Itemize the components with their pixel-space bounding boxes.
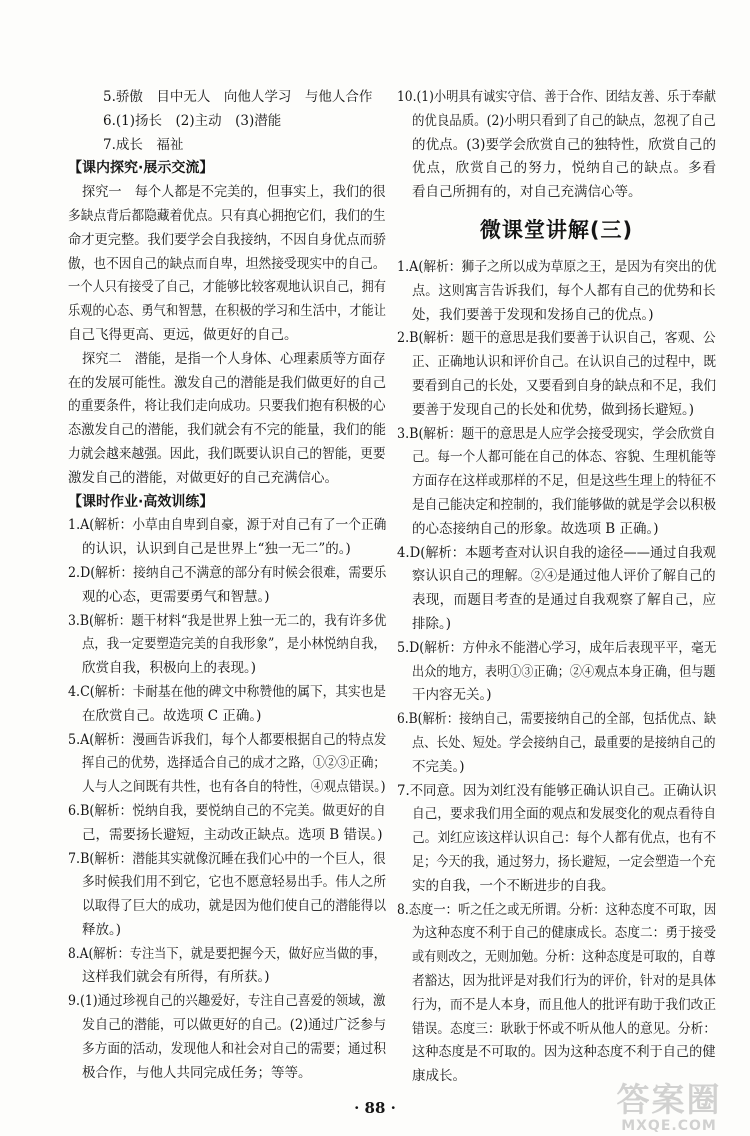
answer-item [397, 86, 716, 205]
text-line: 6.B(解析：接纳自己，需要接纳自己的全部，包括优点、缺 [397, 711, 717, 728]
watermark-logo-text: 答案圈 [616, 1080, 722, 1119]
text-line: 点。这则寓言告诉我们，每个人都有自己的优势和长 [412, 282, 716, 299]
text-line: 人与人之间既有共性，也有各自的特性，④观点错误。) [82, 779, 386, 796]
text-line: 欣赏自我，积极向上的表现。) [82, 660, 257, 677]
text-line: 力就会越来越强。因此，我们既要认识自己的智能，更要 [68, 445, 386, 462]
text-line: 1.A(解析：狮子之所以成为草原之王，是因为有突出的优 [397, 259, 717, 276]
text-line: 7.不同意。因为刘红没有能够正确认识自己。正确认识 [397, 782, 717, 799]
answer-item [68, 990, 386, 1085]
text-line: 这样我们就会有所得，有所获。) [82, 969, 270, 986]
text-line: 干内容无关。) [412, 687, 492, 704]
answer-item [68, 681, 386, 729]
text-line: 己。每一个人都可能在自己的体态、容貌、生理机能等 [412, 449, 717, 466]
text-line: 极合作，与他人共同完成任务；等等。 [82, 1064, 312, 1081]
text-line: 己。刘红应该这样认识自己：每个人都有优点，也有不 [412, 830, 717, 847]
text-line: 1.A(解析：小草由自卑到自豪，源于对自己有了一个正确 [68, 517, 387, 534]
left-column [68, 86, 386, 1085]
text-line: 为这种态度不利于自己的健康成长。态度二：勇于接受 [412, 925, 717, 942]
watermark-site-text: MXQE.COM [621, 1118, 717, 1134]
text-line: 行为，而不是人本身，而且他人的批评有助于我们改正 [412, 996, 717, 1013]
text-line: 6.B(解析：悦纳自我，要悦纳自己的不完美。做更好的自 [68, 802, 386, 819]
answer-item [397, 899, 716, 1089]
answer-item [68, 943, 386, 991]
text-line: 的认识，认识到自己是世界上“独一无二”的。) [82, 541, 351, 558]
section-heading: 【课时作业·高效训练】 [68, 493, 214, 510]
lesson-title: 微课堂讲解(三) [479, 217, 634, 242]
text-line: 乐观的心态、勇气和智慧，在积极的学习和生活中，才能让 [68, 303, 387, 320]
text-line: 激发自己的潜能，对做更好的自己充满信心。 [68, 469, 338, 486]
text-line: 在的发展可能性。激发自己的潜能是我们做更好的自己 [68, 374, 387, 391]
text-line: 命才更完整。我们要学会自我接纳，不因自身优点而骄 [68, 231, 387, 248]
text-line: 2.D(解析：接纳自己不满意的部分有时候会很难，需要乐 [68, 564, 387, 581]
text-line: 多方面的活动，发现他人和社会对自己的需要；通过积 [82, 1040, 387, 1057]
text-line: 实的自我，一个不断进步的自我。 [412, 877, 615, 894]
text-line: 3.B(解析：题干材料“我是世界上独一无二的，我有许多优 [68, 612, 387, 629]
text-line: 探究一 每个人都是不完美的，但事实上，我们的很 [82, 184, 386, 201]
answer-item [68, 729, 386, 800]
answer-item [68, 848, 386, 943]
text-line: 要善于发现自己的长处和优势，做到扬长避短。) [412, 401, 695, 418]
answer-item [397, 423, 716, 542]
answer-item [68, 800, 386, 848]
text-line: 己，需要扬长避短，主动改正缺点。选项 B 错误。) [82, 826, 383, 843]
answer-item [397, 542, 716, 637]
explore-paragraph [68, 181, 386, 348]
text-line: 5.A(解析：漫画告诉我们，每个人都要根据自己的特点发 [68, 731, 387, 748]
text-line: 5.D(解析：方仲永不能潜心学习，成年后表现平平，毫无 [397, 639, 717, 656]
text-line: 4.C(解析：卡耐基在他的碑文中称赞他的属下，其实也是 [68, 683, 387, 700]
text-line: 正、正确地认识和评价自己。在认识自己的过程中，既 [412, 354, 717, 371]
text-line: 看自己所拥有的，对自己充满信心等。 [412, 184, 642, 201]
text-line: 要看到自己的长处，又要看到自身的缺点和不足，我们 [412, 378, 717, 395]
answer-item [68, 562, 386, 610]
text-line: 9.(1)通过珍视自己的兴趣爱好，专注自己喜爱的领域，激 [68, 993, 386, 1010]
text-line: 的心态接纳自己的形象。故选项 B 正确。) [412, 520, 659, 537]
text-line: 在欣赏自己。故选项 C 正确。) [82, 707, 262, 724]
text-line: 多时候我们用不到它，它也不愿意轻易出手。伟人之所 [82, 874, 387, 891]
text-line: 自己，要求我们用全面的观点和发展变化的观点看待自 [412, 806, 717, 823]
explore-paragraph [68, 348, 386, 491]
text-line: 挥自己的优势，选择适合自己的成才之路，①②③正确； [82, 755, 386, 772]
text-line: 傲，也不因自己的缺点而自卑，坦然接受现实中的自己。 [68, 255, 386, 272]
answer-item [397, 708, 716, 779]
page-number: · 88 · [354, 1099, 396, 1117]
text-line: 多缺点背后都隐藏着优点。只有真心拥抱它们，我们的生 [68, 207, 386, 224]
text-line: 的重要条件，将让我们走向成功。只要我们抱有积极的心 [68, 398, 386, 415]
text-line: 是自己能决定和控制的，我们能够做的就是学会以积极 [412, 497, 717, 514]
text-line: 2.B(解析：题干的意思是我们要善于认识自己，客观、公 [397, 330, 716, 347]
text-line: 优点，欣赏自己的努力，悦纳自己的缺点。多看 [412, 160, 716, 177]
text-line: 康成长。 [412, 1068, 466, 1085]
text-line: 表现，而题目考查的是通过自我观察了解自己，应 [412, 592, 716, 609]
text-line: 7.B(解析：潜能其实就像沉睡在我们心中的一个巨人，很 [68, 850, 386, 867]
right-column [397, 86, 716, 1089]
text-line: 一个人只有接受了自己，才能够比较客观地认识自己，拥有 [68, 279, 387, 296]
text-line: 或有则改之，无则加勉。分析：这种态度是可取的，自尊 [412, 949, 716, 966]
answer-item [397, 327, 716, 422]
text-line: 释放。) [82, 921, 122, 938]
text-line: 不完美。) [412, 758, 465, 775]
text-line: 态激发自己的潜能，我们就会有不完的能量，我们的能 [68, 422, 387, 439]
text-line: 处，我们要善于发现和发扬自己的优点。) [412, 306, 654, 323]
text-line: 这种态度是不可取的。因为这种态度不利于自己的健 [412, 1044, 716, 1061]
text-line: 出众的地方，表明①③正确；②④观点本身正确，但与题 [412, 663, 716, 680]
answer-item [68, 610, 386, 681]
section-heading: 【课内探究·展示交流】 [68, 160, 214, 177]
text-line: 自己飞得更高、更远，做更好的自己。 [68, 326, 298, 343]
text-line: 察认识自己的理解。②④是通过他人评价了解自己的 [412, 568, 716, 585]
text-line: 排除。) [412, 616, 452, 633]
text-line: 足；今天的我，通过努力，扬长避短，一定会塑造一个充 [412, 854, 716, 870]
text-line: 点、长处、短处。学会接纳自己，最重要的是接纳自己的 [412, 735, 716, 752]
text-line: 方面存在这样或那样的不足，但是这些生理上的特征不 [412, 473, 717, 490]
text-line: 以取得了巨大的成功，就是因为他们使自己的潜能得以 [82, 898, 387, 915]
text-line: 3.B(解析：题干的意思是人应学会接受现实，学会欣赏自 [397, 425, 716, 442]
text-line: 10.(1)小明具有诚实守信、善于合作、团结友善、乐于奉献 [397, 89, 717, 105]
text-line: 4.D(解析：本题考查对认识自我的途径——通过自我观 [397, 544, 716, 561]
text-line: 8.态度一：听之任之或无所谓。分析：这种态度不可取，因 [397, 901, 717, 918]
text-line: 的优点。(3)要学会欣赏自己的独特性，欣赏自己的 [412, 136, 716, 153]
text-line: 8.A(解析：专注当下，就是要把握今天，做好应当做的事， [68, 945, 386, 962]
text-line: 点，我一定要塑造完美的自我形象”，是小林悦纳自我， [82, 636, 386, 653]
text-line: 错误。态度三：耿耿于怀或不听从他人的意见。分析： [412, 1020, 717, 1037]
answer-item [68, 514, 386, 562]
text-line: 观的心态，更需要勇气和智慧。) [82, 588, 270, 605]
answer-item [397, 256, 716, 327]
answer-line: 5.骄傲 目中无人 向他人学习 与他人合作 [103, 89, 373, 105]
answer-item [397, 780, 716, 899]
text-line: 者豁达，因为批评是对我们行为的评价，针对的是具体 [412, 972, 717, 989]
answer-line: 7.成长 福祉 [103, 136, 184, 153]
text-line: 探究二 潜能，是指一个人身体、心理素质等方面存 [82, 350, 386, 367]
answer-line: 6.(1)扬长 (2)主动 (3)潜能 [103, 112, 282, 129]
answer-item [397, 637, 716, 708]
text-line: 的优良品质。(2)小明只看到了自己的缺点，忽视了自己 [412, 112, 716, 129]
text-line: 发自己的潜能，可以做更好的自己。(2)通过广泛参与 [82, 1017, 387, 1034]
